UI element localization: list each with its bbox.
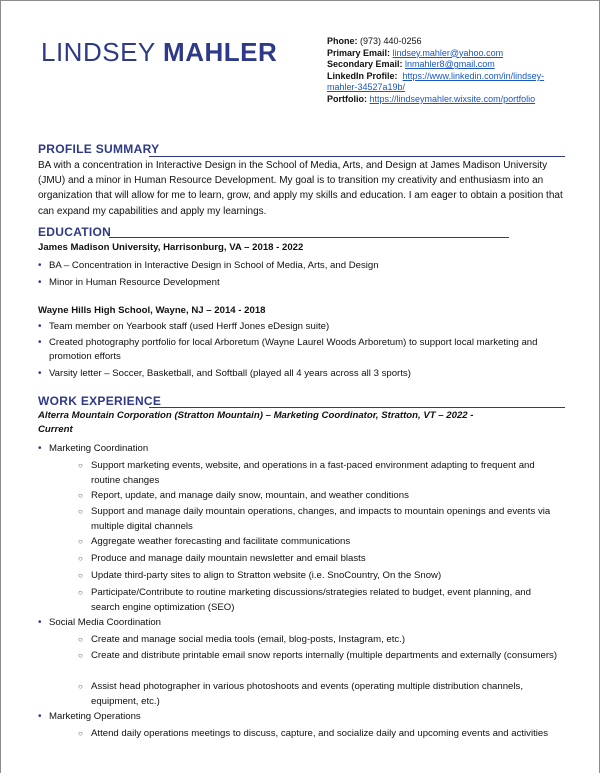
phone-label: Phone:	[327, 36, 358, 46]
list-item: ○ Support and manage daily mountain operations, changes, and impacts to mountain openings and events via multiple digital channels	[91, 505, 561, 534]
profile-summary-heading: PROFILE SUMMARY	[38, 142, 160, 156]
list-item: • Minor in Human Resource Development	[49, 276, 569, 290]
linkedin-label: LinkedIn Profile:	[327, 70, 398, 81]
job-title: Alterra Mountain Corporation (Stratton Mountain) – Marketing Coordinator, Stratton, VT – 2022 - Current	[38, 410, 474, 435]
secondary-email-link[interactable]: lnmahler8@gmail.com	[405, 59, 495, 70]
profile-summary-rule	[149, 156, 565, 157]
primary-email-line	[327, 48, 577, 60]
list-item: • BA – Concentration in Interactive Design in School of Media, Arts, and Design	[49, 259, 569, 273]
portfolio-line	[327, 94, 577, 106]
portfolio-label: Portfolio:	[327, 93, 367, 104]
linkedin-link-part1[interactable]: https://www.linkedin.com/in/lindsey-	[402, 70, 545, 81]
education-rule	[109, 237, 509, 238]
work-experience-heading: WORK EXPERIENCE	[38, 394, 162, 408]
profile-summary-text: BA with a concentration in Interactive Design in the School of Media, Arts, and Design at James Madison University (JMU) and a minor in Human Resource Development. My goal is to transition my creativity and enthusiasm into an organization that will allow for me to learn, grow, and apply my skills and education. I am eager to obtain a position that can expand my capabilities and apply my learnings.	[38, 160, 563, 217]
linkedin-line	[327, 71, 577, 94]
list-item: ○ Produce and manage daily mountain newsletter and email blasts	[91, 552, 561, 567]
portfolio-link[interactable]: https://lindseymahler.wixsite.com/portfolio	[369, 93, 536, 104]
list-item: • Marketing Operations	[49, 710, 569, 724]
list-item: • Team member on Yearbook staff (used Herff Jones eDesign suite)	[49, 320, 569, 334]
linkedin-link-part2[interactable]: mahler-34527a19b/	[327, 82, 406, 93]
work-experience-rule	[149, 407, 565, 408]
list-item: • Marketing Coordination	[49, 442, 569, 456]
secondary-email-line	[327, 59, 577, 71]
first-name: LINDSEY	[41, 37, 156, 67]
contact-block	[327, 36, 577, 106]
secondary-email-label: Secondary Email:	[327, 59, 403, 70]
list-item: • Social Media Coordination	[49, 616, 569, 630]
list-item: ○ Assist head photographer in various photoshoots and events (operating multiple distribution channels, equipment, etc.)	[91, 680, 561, 709]
candidate-name	[41, 37, 277, 68]
list-item: ○ Report, update, and manage daily snow, mountain, and weather conditions	[91, 489, 561, 504]
school-name: Wayne Hills High School, Wayne, NJ – 2014 - 2018	[38, 305, 266, 316]
list-item: • Created photography portfolio for local Arboretum (Wayne Laurel Woods Arboretum) to support local marketing and promotion efforts	[49, 336, 569, 364]
list-item: • Varsity letter – Soccer, Basketball, and Softball (played all 4 years across all 3 sports)	[49, 367, 569, 381]
primary-email-label: Primary Email:	[327, 47, 391, 58]
list-item: ○ Participate/Contribute to routine marketing discussions/strategies related to budget, event planning, and search engine optimization (SEO)	[91, 586, 561, 615]
list-item: ○ Create and distribute printable email snow reports internally (multiple departments and externally (consumers)	[91, 649, 561, 664]
phone-value: (973) 440-0256	[360, 36, 422, 46]
list-item: ○ Create and manage social media tools (email, blog-posts, Instagram, etc.)	[91, 633, 561, 648]
list-item: ○ Attend daily operations meetings to discuss, capture, and socialize daily and upcoming events and activities	[91, 727, 561, 742]
school-name: James Madison University, Harrisonburg, VA – 2018 - 2022	[38, 242, 304, 253]
last-name: MAHLER	[163, 37, 278, 67]
list-item: ○ Support marketing events, website, and operations in a fast-paced environment adapting to frequent and routine changes	[91, 459, 561, 488]
education-heading: EDUCATION	[38, 225, 112, 239]
phone-line	[327, 36, 577, 48]
list-item: ○ Update third-party sites to align to Stratton website (i.e. SnoCountry, On the Snow)	[91, 569, 561, 584]
list-item: ○ Aggregate weather forecasting and facilitate communications	[91, 535, 561, 550]
primary-email-link[interactable]: lindsey.mahler@yahoo.com	[392, 47, 504, 58]
